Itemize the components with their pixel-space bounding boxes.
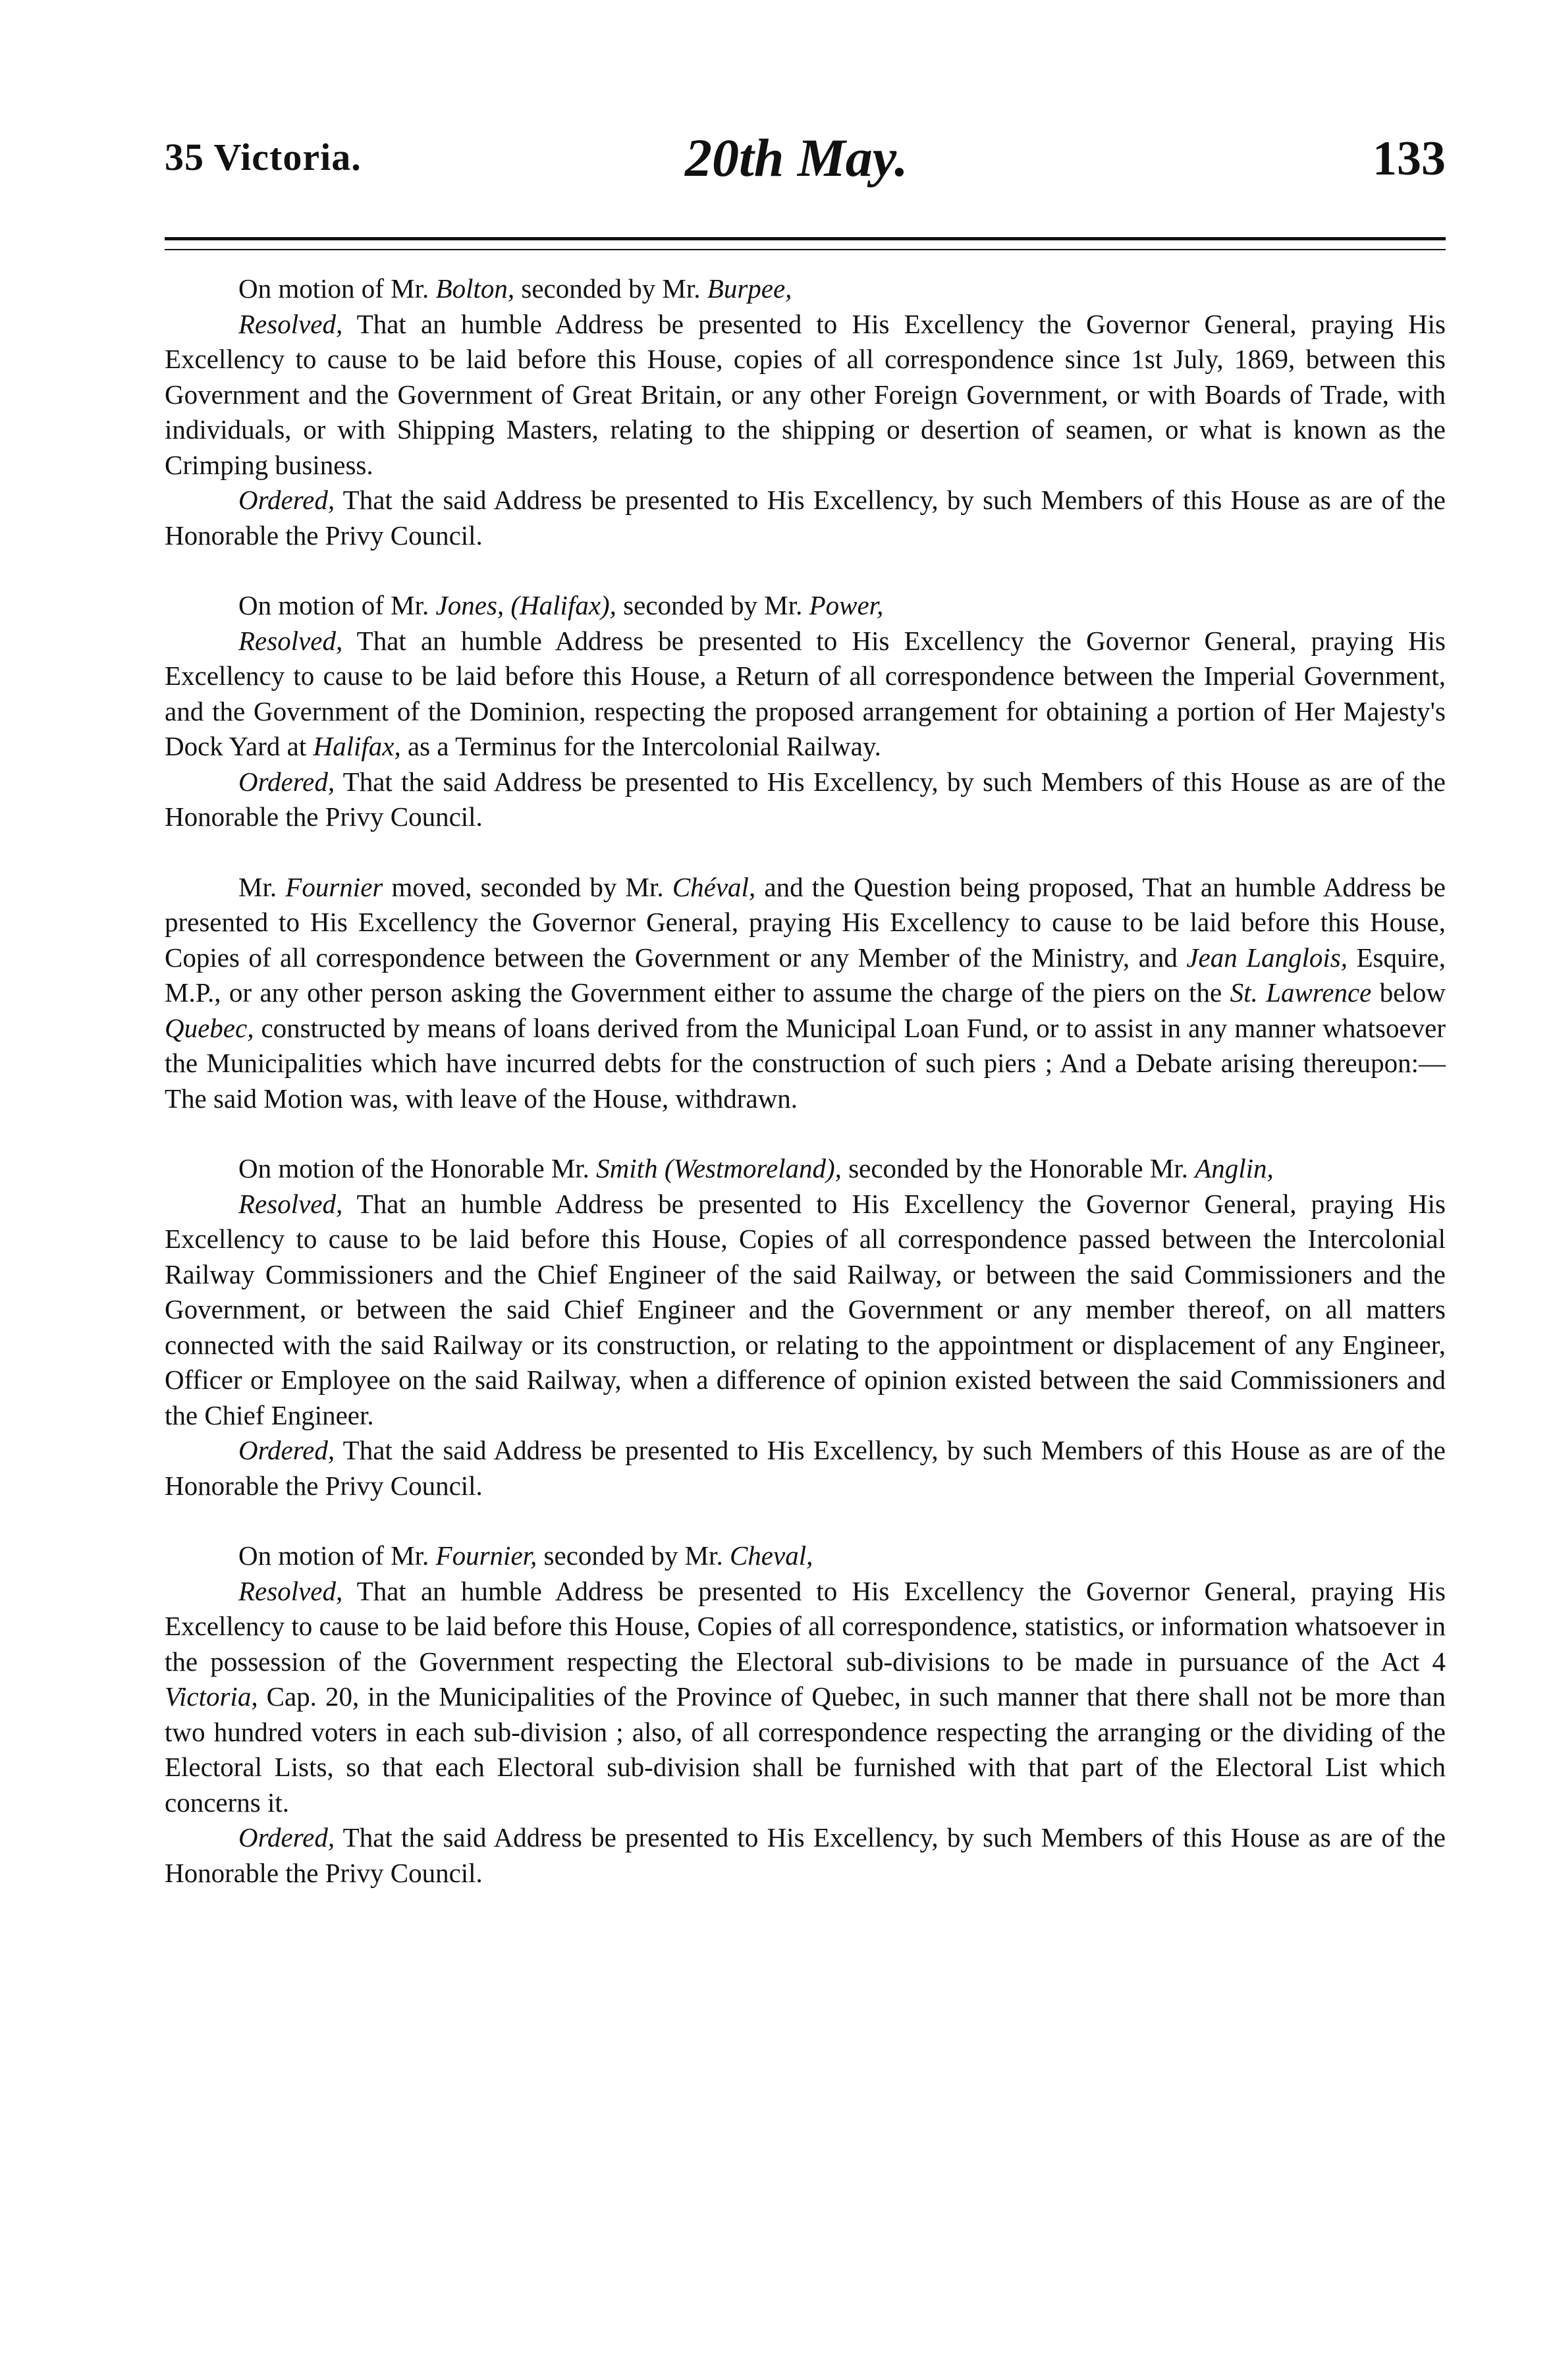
mover-name: Bolton, (435, 273, 515, 304)
motion-line (165, 271, 1446, 307)
resolved-text: Cap. 20, in the Municipalities of the Province of Quebec, in such manner that there shall not be more than two hundred voters in each sub-division ; also, of all correspondence respecting the arranging or the dividing of the Electoral Lists, so that each Electoral sub-division shall be furnished with that part of the Electoral List which concerns it. (165, 1681, 1446, 1818)
entry-5 (165, 1538, 1446, 1891)
resolved-label: Resolved, (238, 1575, 343, 1606)
seconder-name: Power, (809, 590, 884, 620)
motion-text: moved, seconded by Mr. (383, 871, 672, 902)
resolved-text: That an humble Address be presented to His Excellency the Governor General, praying His Excellency to cause to be laid before this House, Copies of all correspondence passed between the Intercolonial Railway Commissioners and the Chief Engineer of the said Railway, or between the said Commissioners and the Government, or between the said Chief Engineer and the Government or any member thereof, on all matters connected with the said Railway or its construction, or relating to the appointment or displacement of any Engineer, Officer or Employee on the said Railway, when a difference of opinion existed between the said Commissioners and the Chief Engineer. (165, 1188, 1446, 1430)
motion-line (165, 1538, 1446, 1574)
motion-text: On motion of Mr. (238, 273, 436, 304)
ordered-label: Ordered, (238, 1435, 335, 1465)
city-name: Quebec, (165, 1012, 254, 1043)
motion-text: Mr. (238, 871, 286, 902)
resolved-label: Resolved, (238, 625, 343, 656)
motion-text: On motion of the Honorable Mr. (238, 1153, 597, 1183)
seconder-name: Anglin, (1195, 1153, 1274, 1183)
resolved-paragraph (165, 1187, 1446, 1434)
motion-text: seconded by Mr. (616, 590, 809, 620)
ordered-paragraph (165, 483, 1446, 553)
river-name: St. Lawrence (1230, 977, 1372, 1008)
ordered-label: Ordered, (238, 485, 335, 515)
header-date: 20th May. (685, 128, 908, 188)
withdrawn-motion-paragraph (165, 870, 1446, 1117)
resolved-text: That an humble Address be presented to His Excellency the Governor General, praying His Excellency to cause to be laid before this House, copies of all correspondence since 1st July, 1869, between this Government and the Government of Great Britain, or any other Foreign Government, or with Boards of Trade, with individuals, or with Shipping Masters, relating to the shipping or desertion of seamen, or what is known as the Crimping business. (165, 308, 1446, 480)
page-body (165, 271, 1446, 1926)
seconder-name: Chéval, (672, 871, 756, 902)
seconder-name: Cheval, (729, 1540, 813, 1571)
ordered-paragraph (165, 1820, 1446, 1891)
header-rule-thin (165, 249, 1446, 250)
resolved-paragraph (165, 307, 1446, 483)
mover-name: Fournier, (435, 1540, 537, 1571)
motion-text: below (1371, 977, 1446, 1008)
place-name: Halifax, (313, 731, 401, 761)
seconder-name: Burpee, (707, 273, 792, 304)
entry-4 (165, 1151, 1446, 1503)
act-name: Victoria, (165, 1681, 258, 1712)
resolved-label: Resolved, (238, 308, 343, 339)
person-name: Jean Langlois, (1186, 942, 1348, 973)
entry-2 (165, 588, 1446, 835)
header-rule-thick (165, 237, 1446, 240)
page-header (165, 128, 1446, 207)
resolved-label: Resolved, (238, 1188, 343, 1219)
motion-line (165, 588, 1446, 624)
resolved-text: as a Terminus for the Intercolonial Railway. (400, 731, 881, 761)
resolved-text: That an humble Address be presented to His Excellency the Governor General, praying His Excellency to cause to be laid before this House, a Return of all correspondence between the Imperial Government, and the Government of the Dominion, respecting the proposed arrangement for obtaining a portion of Her Majesty's Dock Yard at (165, 625, 1446, 761)
ordered-text: That the said Address be presented to His Excellency, by such Members of this House as are of the Honorable the Privy Council. (165, 766, 1446, 832)
motion-text: seconded by the Honorable Mr. (841, 1153, 1195, 1183)
motion-text: and the Question being proposed, That an humble Address be presented to His Excellency the Governor General, praying His Excellency to cause to be laid before this House, Copies of all correspondence between the Government or any Member of the Ministry, and (165, 871, 1446, 973)
mover-name: Fournier (285, 871, 383, 902)
resolved-paragraph (165, 624, 1446, 765)
page-number: 133 (1373, 132, 1446, 186)
motion-text: On motion of Mr. (238, 590, 436, 620)
motion-line (165, 1151, 1446, 1187)
ordered-text: That the said Address be presented to His Excellency, by such Members of this House as are of the Honorable the Privy Council. (165, 485, 1446, 551)
motion-text: constructed by means of loans derived from the Municipal Loan Fund, or to assist in any manner whatsoever the Municipalities which have incurred debts for the construction of such piers ; And a Debate arising thereupon:—The said Motion was, with leave of the House, withdrawn. (165, 1012, 1446, 1114)
motion-text: seconded by Mr. (514, 273, 707, 304)
entry-1 (165, 271, 1446, 553)
ordered-paragraph (165, 1433, 1446, 1503)
resolved-text: That an humble Address be presented to His Excellency the Governor General, praying His Excellency to cause to be laid before this House, Copies of all correspondence, statistics, or information whatsoever in the possession of the Government respecting the Electoral sub-divisions to be made in pursuance of the Act 4 (165, 1575, 1446, 1677)
ordered-label: Ordered, (238, 1822, 335, 1853)
ordered-text: That the said Address be presented to His Excellency, by such Members of this House as are of the Honorable the Privy Council. (165, 1822, 1446, 1888)
entry-3 (165, 870, 1446, 1117)
motion-text: Esquire, M.P., or any other person asking the Government either to assume the charge of the piers on the (165, 942, 1446, 1008)
motion-text: seconded by Mr. (537, 1540, 730, 1571)
mover-name: Smith (Westmoreland), (596, 1153, 842, 1183)
mover-name: Jones, (Halifax), (435, 590, 616, 620)
motion-text: On motion of Mr. (238, 1540, 436, 1571)
ordered-text: That the said Address be presented to His Excellency, by such Members of this House as are of the Honorable the Privy Council. (165, 1435, 1446, 1501)
ordered-label: Ordered, (238, 766, 335, 797)
ordered-paragraph (165, 765, 1446, 835)
running-head: 35 Victoria. (165, 136, 362, 178)
resolved-paragraph (165, 1574, 1446, 1821)
